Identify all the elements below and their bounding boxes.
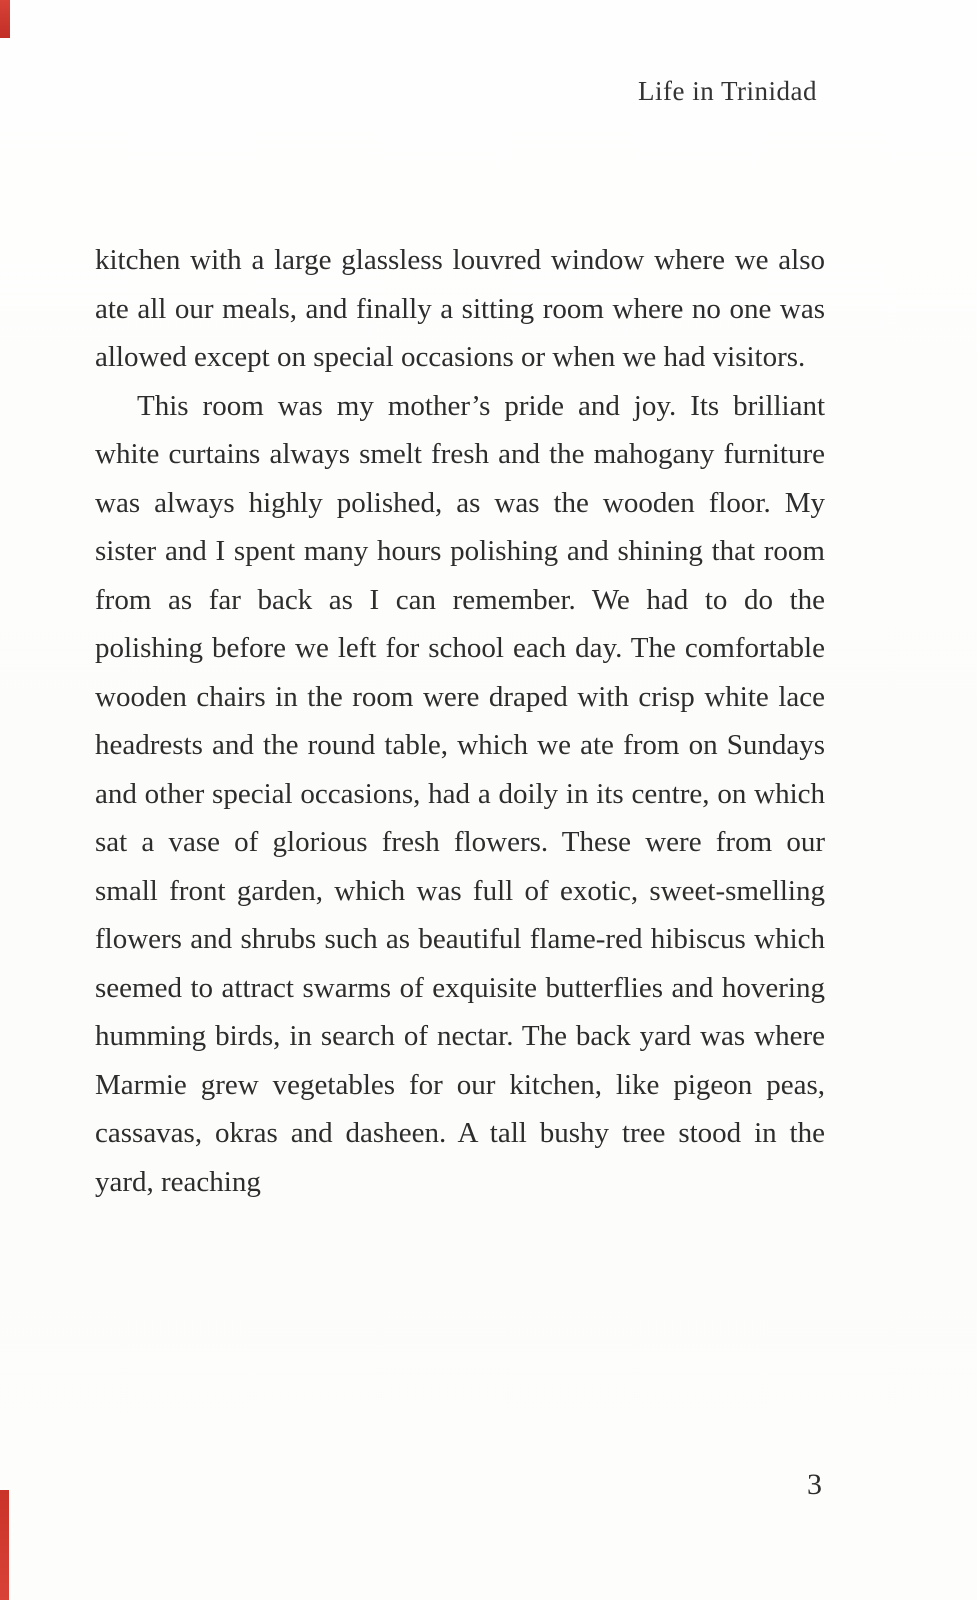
running-header: Life in Trinidad: [637, 76, 817, 106]
paragraph: This room was my mother’s pride and joy. Its brilliant white curtains always smelt fresh and the mahogany furniture was always highly polished, as was the wooden floor. My sister and I spent many hours polishing and shining that room from as far back as I can remember. We had to do the polishing before we left for school each day. The comfortable wooden chairs in the room were draped with crisp white lace headrests and the round table, which we ate from on Sundays and other special occasions, had a doily in its centre, on which sat a vase of glorious fresh flowers. These were from our small front garden, which was full of exotic, sweet-smelling flowers and shrubs such as beautiful flame-red hibiscus which seemed to attract swarms of exquisite butterflies and hovering humming birds, in search of nectar. The back yard was where Marmie grew vegetables for our kitchen, like pigeon peas, cassavas, okras and dasheen. A tall bushy tree stood in the yard, reaching: [95, 389, 825, 1198]
paragraph: kitchen with a large glassless louvred window where we also ate all our meals, and finally a sitting room where no one was allowed except on special occasions or when we had visitors.: [95, 244, 825, 373]
body-text: [95, 236, 825, 1206]
cover-edge-bottom: [0, 1490, 9, 1600]
cover-edge-top: [0, 0, 10, 38]
page-number: 3: [807, 1468, 822, 1501]
